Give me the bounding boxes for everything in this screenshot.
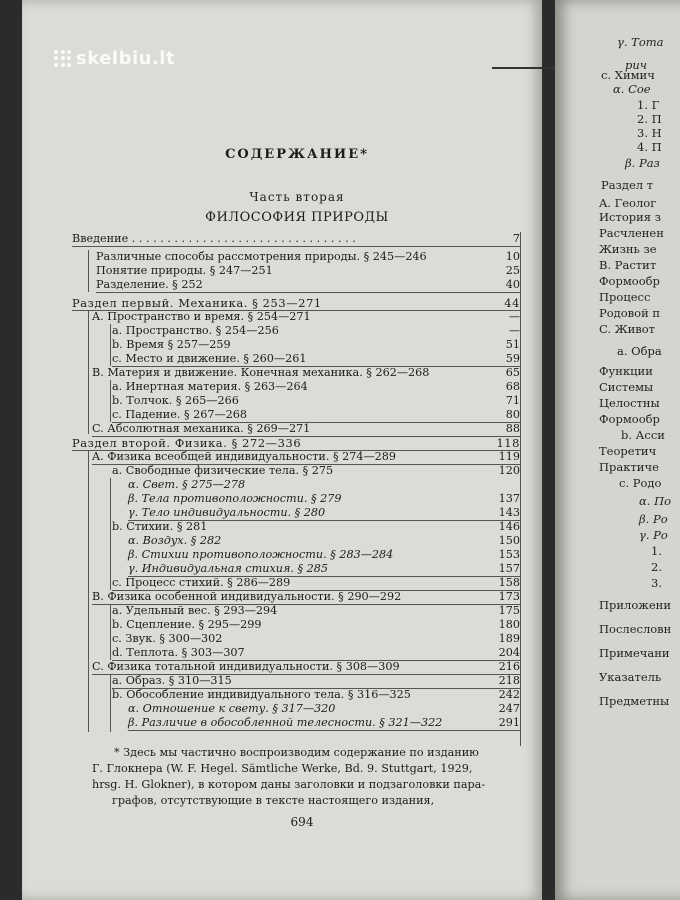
toc-entry (96, 250, 520, 264)
toc-entry-page: 59 (505, 352, 520, 365)
toc-entry-page: 80 (505, 408, 520, 421)
facing-page-line: A. Геолог (599, 196, 657, 210)
footnote (92, 745, 524, 809)
toc-entry-title: d. Теплота. § 303—307 (112, 646, 245, 659)
facing-page-line: рич (625, 58, 647, 72)
facing-page-line: α. Сое (613, 82, 651, 96)
facing-page-line: Системы (599, 380, 654, 394)
facing-page-line: История з (599, 210, 661, 224)
toc-entry-page: 247 (498, 702, 520, 715)
toc-entry (112, 604, 520, 618)
toc-entry (112, 520, 520, 534)
facing-page-line: α. По (639, 494, 672, 508)
toc-entry-title: b. Сцепление. § 295—299 (112, 618, 262, 631)
toc-entry-title: Разделение. § 252 (96, 278, 203, 291)
toc-entry (112, 464, 520, 478)
toc-entry (128, 478, 520, 492)
toc-entry-page: 119 (498, 450, 520, 463)
facing-page-line: Родовой п (599, 306, 661, 320)
toc-entry (92, 310, 520, 324)
toc-entry-page: 88 (505, 422, 520, 435)
toc-entry-title: b. Толчок. § 265—266 (112, 394, 239, 407)
toc-entry (112, 576, 520, 591)
toc-entry-title: γ. Тело индивидуальности. § 280 (128, 506, 326, 519)
facing-page-line: 3. (651, 576, 662, 590)
toc-entry-page: 157 (498, 562, 520, 575)
toc-entry (128, 716, 520, 731)
toc-entry-page: 120 (498, 464, 520, 477)
toc-entry-title: B. Материя и движение. Конечная механика. § 262—268 (92, 366, 430, 379)
facing-page-line: 4. П (637, 140, 662, 154)
toc-entry-page: 7 (512, 232, 520, 245)
toc-entry-title: b. Время § 257—259 (112, 338, 231, 351)
toc-entry-title: Раздел второй. Физика. § 272—336 (72, 436, 302, 450)
facing-page-line: c. Родо (619, 476, 662, 490)
toc-entry (92, 450, 520, 465)
toc-entry-title: a. Пространство. § 254—256 (112, 324, 279, 337)
toc-entry-page: 175 (498, 604, 520, 617)
toc-entry-title: Различные способы рассмотрения природы. § 245—246 (96, 250, 427, 263)
toc-entry-page: 44 (504, 296, 520, 310)
toc-entry-page: 25 (505, 264, 520, 277)
facing-page-line: β. Раз (625, 156, 660, 170)
facing-page-line: 1. Г (637, 98, 660, 112)
toc-entry-title: Раздел первый. Механика. § 253—271 (72, 296, 322, 310)
footnote-line: hrsg. H. Glokner), в котором даны заголовки и подзаголовки пара- (92, 778, 486, 791)
toc-entry-page: 51 (505, 338, 520, 351)
toc-entry-title: b. Обособление индивидуального тела. § 316—325 (112, 688, 411, 701)
group-bar (88, 310, 89, 434)
toc-entry-page: 10 (505, 250, 520, 263)
toc-entry (72, 232, 520, 247)
toc-entry-page: 204 (498, 646, 520, 659)
part-title: Часть вторая (249, 190, 345, 204)
toc-entry-title: C. Физика тотальной индивидуальности. § 308—309 (92, 660, 400, 673)
toc-entry-title: a. Образ. § 310—315 (112, 674, 232, 687)
footnote-line: графов, отсутствующие в тексте настоящего издания, (112, 794, 435, 807)
group-bar (110, 604, 111, 660)
facing-page-line: Формообр (599, 274, 660, 288)
toc-entry-page: — (508, 310, 520, 323)
toc-entry-page: 40 (505, 278, 520, 291)
toc-entry-page: 71 (505, 394, 520, 407)
facing-page-line: a. Обра (617, 344, 662, 358)
toc-entry (128, 562, 520, 577)
toc-entry-page: 158 (498, 576, 520, 589)
toc-entry (112, 646, 520, 661)
toc-entry-title: β. Тела противоположности. § 279 (128, 492, 342, 505)
toc-entry (112, 408, 520, 423)
facing-page-line: γ. Ро (639, 528, 668, 542)
toc-entry-page: 242 (498, 688, 520, 701)
toc-entry-title: C. Абсолютная механика. § 269—271 (92, 422, 311, 435)
footnote-line: * Здесь мы частично воспроизводим содержание по изданию (114, 746, 479, 759)
toc-entry-page: 180 (498, 618, 520, 631)
toc-entry-title: γ. Индивидуальная стихия. § 285 (128, 562, 329, 575)
toc-entry-title: b. Стихии. § 281 (112, 520, 208, 533)
facing-page-line: Предметны (599, 694, 670, 708)
group-bar (110, 478, 111, 590)
toc-entry-title: Понятие природы. § 247—251 (96, 264, 273, 277)
facing-page-line: Раздел т (601, 178, 654, 192)
facing-page-line: Процесс (599, 290, 651, 304)
skelbiu-watermark (54, 48, 175, 69)
toc-entry-title: c. Звук. § 300—302 (112, 632, 223, 645)
toc-entry-page: 146 (498, 520, 520, 533)
watermark-text: skelbiu.lt (76, 48, 176, 69)
footnote-line: Г. Глокнера (W. F. Hegel. Sämtliche Werke, Bd. 9. Stuttgart, 1929, (92, 762, 473, 775)
group-bar (88, 450, 89, 732)
facing-page-line: γ. Тота (617, 35, 664, 49)
toc-entry-title: α. Отношение к свету. § 317—320 (128, 702, 336, 715)
skelbiu-logo-icon (54, 50, 72, 68)
facing-page-line: Жизнь зе (599, 242, 657, 256)
facing-page-line: β. Ро (639, 512, 668, 526)
facing-page-line: Послесловн (599, 622, 672, 636)
toc-entry-page: 137 (498, 492, 520, 505)
left-page (22, 0, 542, 900)
page-number: 694 (290, 815, 314, 829)
facing-page-line: b. Асси (621, 428, 665, 442)
toc-entry-title: Введение . . . . . . . . . . . . . . . . . . . . . . . . . . . . . . . . (72, 232, 356, 245)
part-subtitle: ФИЛОСОФИЯ ПРИРОДЫ (205, 210, 389, 225)
toc-entry-title: α. Свет. § 275—278 (128, 478, 246, 491)
toc-entry-page: 291 (498, 716, 520, 729)
toc-entry (112, 632, 520, 646)
toc-entry (92, 422, 520, 437)
toc-entry (128, 548, 520, 562)
toc-entry-page: 189 (498, 632, 520, 645)
toc-entry (92, 590, 520, 605)
toc-entry-page: 153 (498, 548, 520, 561)
toc-entry (128, 506, 520, 521)
toc-entry-title: a. Свободные физические тела. § 275 (112, 464, 334, 477)
toc-entry-page: 173 (498, 590, 520, 603)
toc-entry-title: β. Стихии противоположности. § 283—284 (128, 548, 394, 561)
facing-page-line: 2. П (637, 112, 662, 126)
facing-page-line: B. Растит (599, 258, 657, 272)
facing-page-line: Теоретич (599, 444, 657, 458)
toc-entry (128, 534, 520, 548)
facing-page-line: Практиче (599, 460, 659, 474)
toc-entry-title: β. Различие в обособленной телесности. § 321—322 (128, 716, 443, 729)
toc-entry-title: A. Физика всеобщей индивидуальности. § 274—289 (92, 450, 397, 463)
toc-entry (112, 688, 520, 702)
toc-entry (112, 338, 520, 352)
toc-entry-page: 118 (496, 436, 520, 450)
group-bar (88, 250, 89, 292)
toc-entry-page: 68 (505, 380, 520, 393)
toc-entry (96, 278, 520, 293)
toc-entry (112, 394, 520, 408)
toc-entry (128, 492, 520, 506)
toc-entry-page: — (508, 324, 520, 337)
toc-entry-title: a. Инертная материя. § 263—264 (112, 380, 308, 393)
toc-entry-title: c. Падение. § 267—268 (112, 408, 248, 421)
toc-entry (92, 660, 520, 675)
toc-entry-page: 150 (498, 534, 520, 547)
toc-entry (128, 702, 520, 716)
right-page (555, 0, 680, 900)
toc-entry-title: B. Физика особенной индивидуальности. § 290—292 (92, 590, 402, 603)
toc-entry (96, 264, 520, 278)
facing-page-line: Формообр (599, 412, 660, 426)
facing-page-line: 1. (651, 544, 662, 558)
facing-page-line: C. Живот (599, 322, 656, 336)
group-bar (110, 380, 111, 422)
toc-entry (112, 324, 520, 338)
facing-page-line: Приложени (599, 598, 671, 612)
group-bar (110, 674, 111, 732)
toc-entry-title: A. Пространство и время. § 254—271 (92, 310, 311, 323)
facing-page-line: Целостны (599, 396, 660, 410)
toc-entry (112, 352, 520, 367)
toc-entry (92, 366, 520, 380)
facing-page-line: 3. Н (637, 126, 662, 140)
contents-title: СОДЕРЖАНИЕ* (225, 147, 369, 162)
facing-page-line: Примечани (599, 646, 670, 660)
toc-entry-title: a. Удельный вес. § 293—294 (112, 604, 278, 617)
facing-page-line: Расчленен (599, 226, 664, 240)
facing-page-line: 2. (651, 560, 662, 574)
toc-entry-page: 218 (498, 674, 520, 687)
toc-entry-title: c. Процесс стихий. § 286—289 (112, 576, 291, 589)
facing-page-line: c. Химич (601, 68, 655, 82)
toc-entry (72, 436, 520, 451)
toc-entry-title: c. Место и движение. § 260—261 (112, 352, 307, 365)
toc-entry (112, 618, 520, 632)
top-rule (492, 67, 562, 69)
facing-page-line: Функции (599, 364, 653, 378)
toc-entry (72, 296, 520, 311)
group-bar (110, 324, 111, 366)
toc-entry (112, 674, 520, 689)
toc-entry-title: α. Воздух. § 282 (128, 534, 222, 547)
toc-entry-page: 65 (505, 366, 520, 379)
toc-entry-page: 216 (498, 660, 520, 673)
toc-entry (112, 380, 520, 394)
facing-page-line: Указатель (599, 670, 662, 684)
page-column-rule (520, 232, 521, 746)
toc-entry-page: 143 (498, 506, 520, 519)
